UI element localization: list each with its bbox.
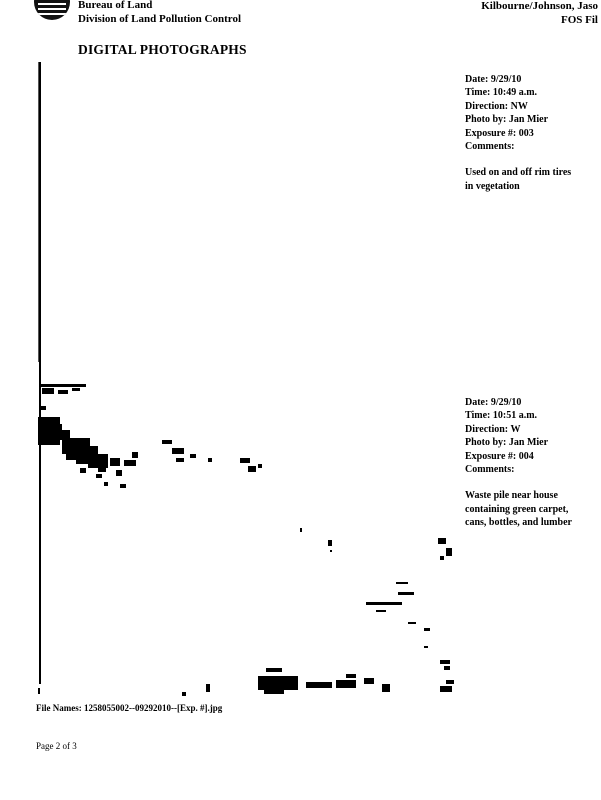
photograph-scan bbox=[36, 62, 456, 702]
page-title: DIGITAL PHOTOGRAPHS bbox=[78, 42, 247, 57]
photo-2-exposure: Exposure #: 004 bbox=[465, 450, 534, 462]
photo-2-details bbox=[465, 396, 572, 530]
agency-line-1: Bureau of Land bbox=[78, 0, 153, 11]
photo-frame-line bbox=[39, 62, 41, 684]
photo-1-direction: Direction: NW bbox=[465, 100, 528, 112]
photo-1-details bbox=[465, 73, 571, 193]
photo-2-comment-line-3: cans, bottles, and lumber bbox=[465, 517, 572, 529]
photo-1-comment-line-2: in vegetation bbox=[465, 180, 520, 192]
photo-1-time: Time: 10:49 a.m. bbox=[465, 87, 538, 99]
photo-2-comments-label: Comments: bbox=[465, 464, 515, 476]
photo-panel bbox=[36, 62, 456, 702]
photo-2-direction: Direction: W bbox=[465, 423, 521, 435]
site-name: Kilbourne/Johnson, Jaso bbox=[481, 0, 598, 12]
file-reference: FOS Fil bbox=[561, 14, 598, 26]
photo-1-exposure: Exposure #: 003 bbox=[465, 127, 534, 139]
photo-2-date: Date: 9/29/10 bbox=[465, 397, 522, 408]
photo-2 bbox=[38, 384, 454, 696]
photo-1-photographer: Photo by: Jan Mier bbox=[465, 114, 549, 126]
page-number: Page 2 of 3 bbox=[36, 741, 77, 751]
photo-1-comments-label: Comments: bbox=[465, 141, 515, 153]
photo-2-time: Time: 10:51 a.m. bbox=[465, 410, 538, 422]
photo-2-comment-line-1: Waste pile near house bbox=[465, 490, 558, 502]
photo-1-comment-line-1: Used on and off rim tires bbox=[465, 167, 572, 179]
photo-1 bbox=[38, 62, 39, 362]
photo-2-photographer: Photo by: Jan Mier bbox=[465, 437, 549, 449]
file-names: File Names: 1258055002--09292010--[Exp. #].jpg bbox=[36, 703, 223, 713]
photo-2-comment-line-2: containing green carpet, bbox=[465, 503, 569, 515]
agency-logo bbox=[34, 0, 70, 20]
agency-line-2: Division of Land Pollution Control bbox=[78, 13, 241, 25]
photo-1-date: Date: 9/29/10 bbox=[465, 74, 522, 85]
